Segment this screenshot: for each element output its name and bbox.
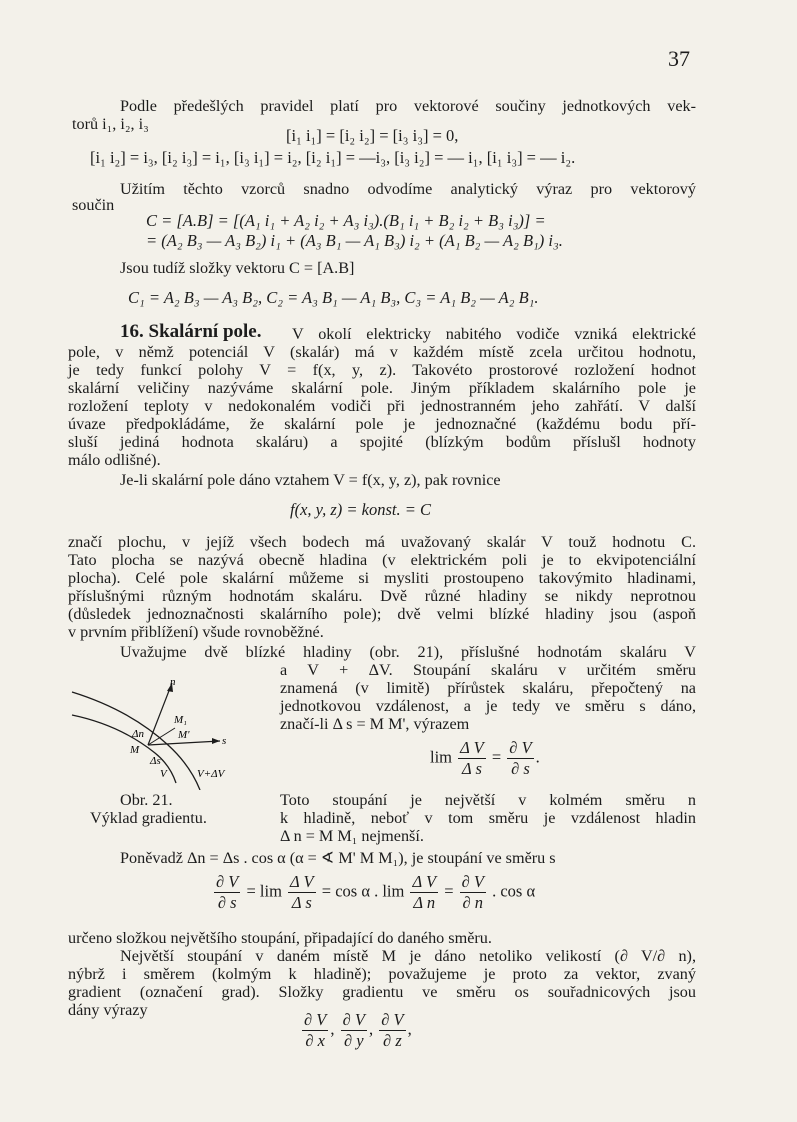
denominator: ∂ s [511,759,530,778]
numerator: Δ V [412,872,437,891]
para7-line-2: k hladině, neboť v tom směru je vzdálenost hladin [280,809,696,827]
equation-gradient-components [300,1010,412,1051]
para3: Jsou tudíž složky vektoru C = [A.B] [120,259,355,277]
level-curve-v [72,692,200,790]
para6-line-5: značí-li Δ s = M M', výrazem [280,715,470,733]
section-line-8: málo odlišné). [68,451,161,469]
para2-line1: Užitím těchto vzorců snadno odvodíme analytický výraz pro vektorový [120,180,696,198]
figure-label-dn: Δn [132,728,144,740]
numerator: ∂ V [381,1010,404,1029]
equation-components: C₁ = A₂ B₃ — A₃ B₂, C₂ = A₃ B₁ — A₁ B₃, C₃ = A₁ B₂ — A₂ B₁. [128,288,539,307]
para10-line-3: gradient (označení grad). Složky gradientu ve směru os souřadnicových jsou [68,983,696,1001]
fraction-dv-dn [410,872,438,913]
para5-line-4: příslušnými různým hodnotám skaláru. Dvě různé hladiny se nikdy neprotnou [68,587,696,605]
para9: určeno složkou největšího stoupání, připadající do daného směru. [68,929,492,947]
fraction-partial-v-n [460,872,486,913]
figure-label-v-dv: V+ΔV [197,768,225,780]
equation-unit-products: [i₁ i₂] = i₃, [i₂ i₃] = i₁, [i₃ i₁] = i₂, [i₂ i₁] = —i₃, [i₃ i₂] = — i₁, [i₁ i₃] = — i₂. [90,148,576,167]
section-line-2: pole, v němž potenciál V (skalár) má v každém místě zcela určitou hodnotu, [68,343,696,361]
para8: Poněvadž Δn = Δs . cos α (α = ∢ M' M M₁), je stoupání ve směru s [120,849,556,867]
equation-limit [430,738,540,779]
denominator: ∂ x [305,1031,325,1050]
equation-directional-derivative [212,872,535,913]
direction-arrowhead [212,738,220,744]
para6-line-1: Uvažujme dvě blízké hladiny (obr. 21), příslušné hodnotám skaláru V [120,643,696,661]
numerator: ∂ V [304,1010,327,1029]
para6-line-3: znamená (v limitě) přírůstek skaláru, přepočtený na [280,679,696,697]
equation-unit-self: [i₁ i₁] = [i₂ i₂] = [i₃ i₃] = 0, [286,126,459,145]
figure-caption-number: Obr. 21. [120,791,173,809]
para2-line2: součin [72,196,115,214]
denominator: Δ s [461,759,482,778]
fraction-partial-v-s [214,872,240,913]
figure-label-ds: Δs [150,755,161,767]
para10-line-4: dány výrazy [68,1001,148,1019]
equation-cross-expanded: = (A₂ B₃ — A₃ B₂) i₁ + (A₃ B₁ — A₁ B₃) i₂ + (A₁ B₂ — A₂ B₁) i₃. [146,231,563,250]
section-line-4: skalární veličiny nazýváme skalární pole. Jiným příkladem skalárního pole je [68,379,696,397]
section-heading: 16. Skalární pole. [120,321,262,342]
figure-label-m: M [130,744,140,756]
fraction-dv-ds [288,872,316,913]
section-line-6: úvaze předpokládáme, že skalární pole je jednoznačné (každému bodu pří- [68,415,696,433]
equation-text: = lim [246,881,282,901]
denominator: ∂ z [383,1031,402,1050]
para4: Je-li skalární pole dáno vztahem V = f(x, y, z), pak rovnice [120,471,501,489]
lim-label: lim [430,747,453,767]
comma: , [330,1019,335,1039]
para5-line-1: značí plochu, v jejíž všech bodech má uvažovaný skalár V touž hodnotu C. [68,533,696,551]
comma: , [407,1019,412,1039]
section-line-3: je tedy funkcí polohy V = f(x, y, z). Takovéto prostorové rozložení hodnot [68,361,696,379]
period: . [535,747,540,767]
figure-label-m-prime: M' [178,729,190,741]
para5-line-3: plocha). Celé pole skalární můžeme si mysliti prostoupeno takovýmito hladinami, [68,569,696,587]
equals-sign: = [491,747,502,767]
para5-line-6: v prvním přiblížení) všude rovnoběžné. [68,623,324,641]
numerator: Δ V [290,872,314,891]
fraction-partial-v-s [507,738,533,779]
segment-m-m1 [148,728,175,745]
numerator: Δ V [460,738,484,757]
equation-cross-product: C = [A.B] = [(A₁ i₁ + A₂ i₂ + A₃ i₃).(B₁ i₁ + B₂ i₂ + B₃ i₃)] = [146,211,546,230]
section-line-7: sluší jediná hodnota skaláru) a spojité (blízkým bodům příslušl hodnoty [68,433,696,451]
fraction-dv-ds [458,738,486,779]
para10-line-1: Největší stoupání v daném místě M je dáno netoliko velikostí (∂ V/∂ n), [120,947,696,965]
section-line-5: rozložení teploty v nedokonalém vodiči při jednostranném jeho zahřátí. V další [68,397,696,415]
gradient-figure [60,665,270,790]
denominator: ∂ y [343,1031,364,1050]
para10-line-2: nýbrž i směrem (kolmým k hladině); považujeme je proto za vektor, zvaný [68,965,696,983]
figure-label-s: s [222,735,227,747]
para6-line-2: a V + ΔV. Stoupání skaláru v určitém směru [280,661,696,679]
para5-line-2: Tato plocha se nazývá obecně hladina (v elektrickém poli je to ekvipotenciální [68,551,696,569]
denominator: Δ s [291,893,312,912]
para7-line-1: Toto stoupání je největší v kolmém směru n [280,791,696,809]
figure-label-v: V [160,768,167,780]
equation-text: = cos α . lim [321,881,405,901]
page-number: 37 [668,46,690,71]
comma: , [368,1019,374,1039]
denominator: Δ n [413,893,436,912]
figure-label-n: n [170,676,176,688]
fraction-partial-v-z [379,1010,405,1051]
numerator: ∂ V [216,872,239,891]
section-line-1: V okolí elektricky nabitého vodiče vzniká elektrické [292,325,696,343]
fraction-partial-v-x [302,1010,328,1051]
para5-line-5: (důsledek jednoznačnosti skalárního pole); dvě velmi blízké hladiny jsou (aspoň [68,605,696,623]
denominator: ∂ s [217,893,237,912]
numerator: ∂ V [509,738,532,757]
equation-text: . cos α [492,881,536,901]
equals-sign: = [444,881,454,901]
figure-label-m1: M₁ [174,714,187,726]
denominator: ∂ n [462,893,484,912]
figure-caption-title: Výklad gradientu. [90,809,207,827]
direction-arrow-s [148,741,220,745]
equation-level-surface: f(x, y, z) = konst. = C [290,500,431,519]
normal-arrow-n [148,683,172,745]
para1-line2: torů i₁, i₂, i₃ [72,115,149,133]
para6-line-4: jednotkovou vzdálenost, a je tedy ve směru s dáno, [280,697,696,715]
para7-line-3: Δ n = M M₁ nejmenší. [280,827,424,845]
numerator: ∂ V [461,872,484,891]
numerator: ∂ V [342,1010,365,1029]
para1-line1: Podle předešlých pravidel platí pro vektorové součiny jednotkových vek- [120,97,696,115]
fraction-partial-v-y [341,1010,367,1051]
